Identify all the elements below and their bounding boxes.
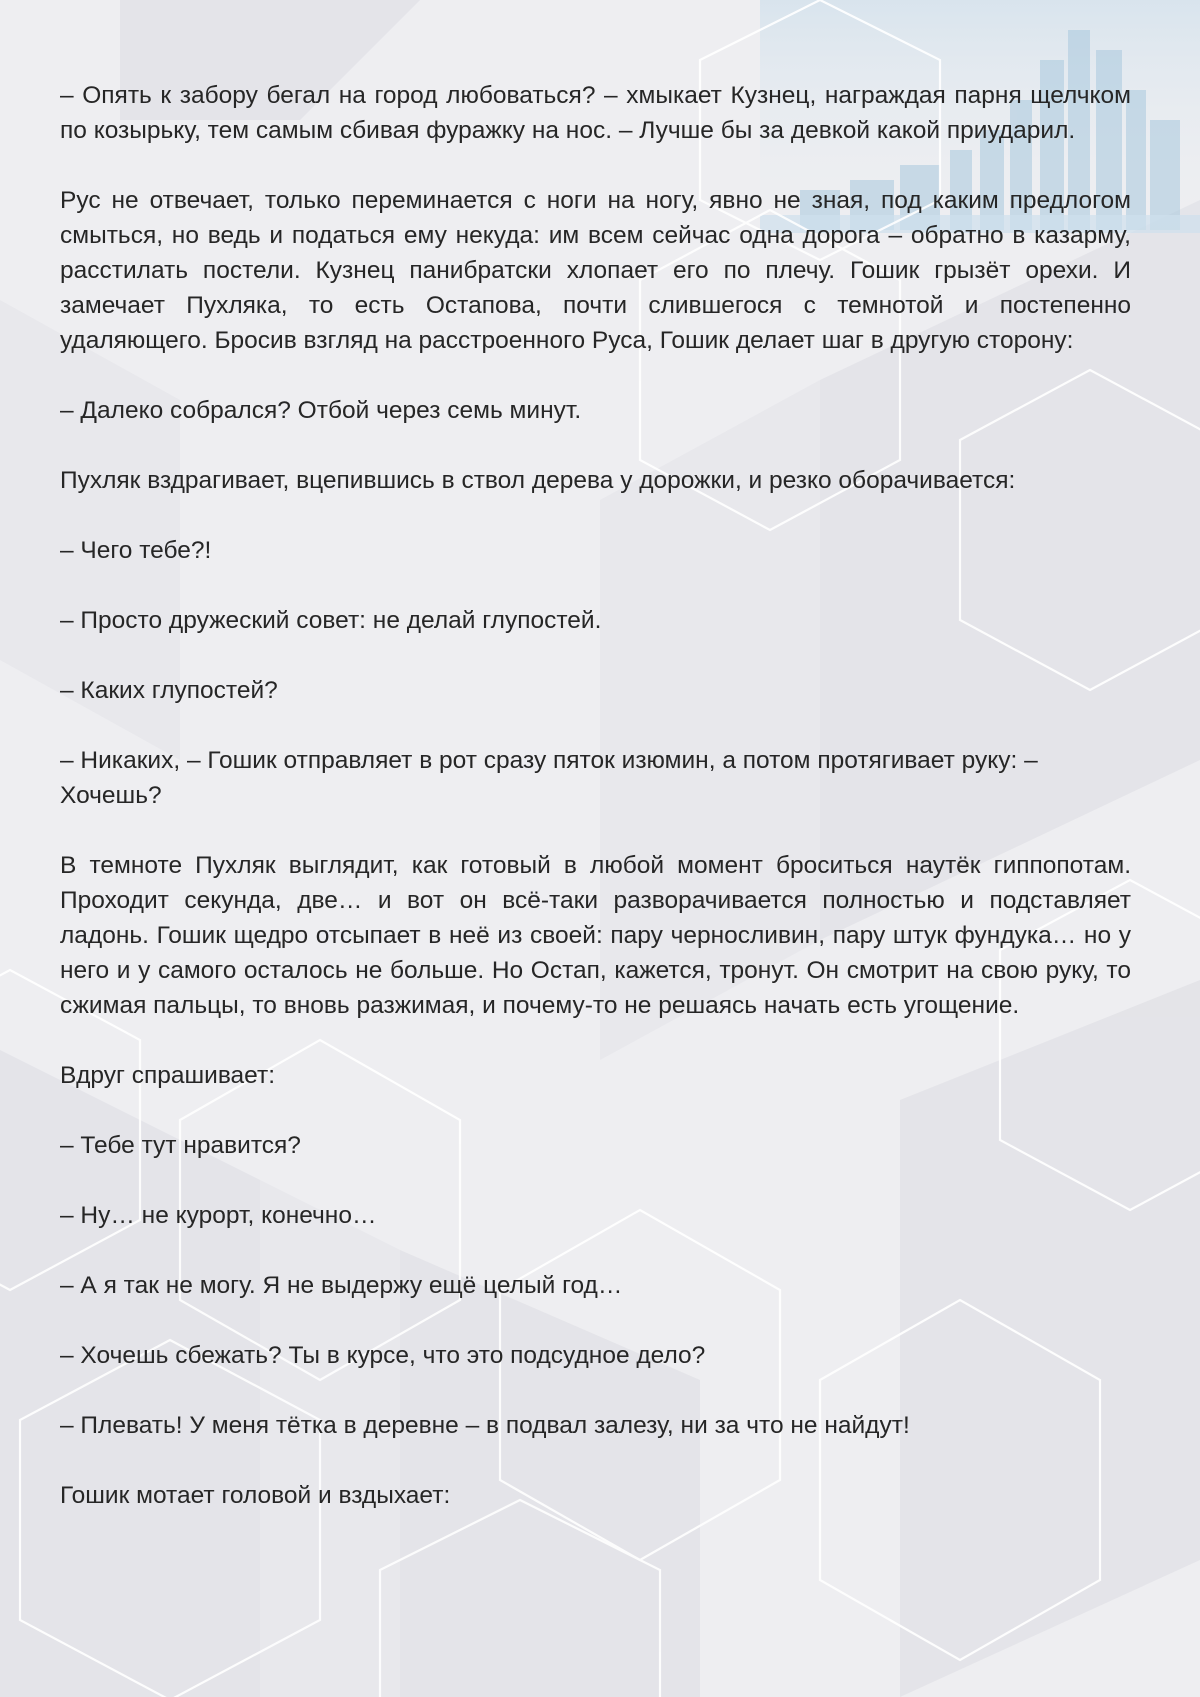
paragraph-5: – Чего тебе?! [60,537,212,564]
paragraph-8: – Никаких, – Гошик отправляет в рот сразу пяток изюмин, а потом протягивает руку: – Хочешь? [60,747,1038,809]
paragraph-9: В темноте Пухляк выглядит, как готовый в любой момент броситься наутёк гиппопотам. Проходит секунда, две… и вот он всё-таки разворачивается полностью и подставляет ладонь. Гошик щедро отсыпает в неё из своей: пару черносливин, пару штук фундука… но у него и у самого осталось не больше. Но Остап, кажется, тронут. Он смотрит на свою руку, то сжимая пальцы, то вновь разжимая, и почему-то не решаясь начать есть угощение. [60,852,1131,1019]
paragraph-10: Вдруг спрашивает: [60,1062,276,1089]
paragraph-14: – Хочешь сбежать? Ты в курсе, что это подсудное дело? [60,1342,706,1369]
paragraph-6: – Просто дружеский совет: не делай глупостей. [60,607,602,634]
paragraph-4: Пухляк вздрагивает, вцепившись в ствол дерева у дорожки, и резко оборачивается: [60,467,1016,494]
paragraph-16: Гошик мотает головой и вздыхает: [60,1482,451,1509]
paragraph-2: Рус не отвечает, только переминается с ноги на ногу, явно не зная, под каким предлогом смыться, но ведь и податься ему некуда: им всем сейчас одна дорога – обратно в казарму, расстилать постели. Кузнец панибратски хлопает его по плечу. Гошик грызёт орехи. И замечает Пухляка, то есть Остапова, почти слившегося с темнотой и постепенно удаляющего. Бросив взгляд на расстроенного Руса, Гошик делает шаг в другую сторону: [60,187,1131,354]
paragraph-11: – Тебе тут нравится? [60,1132,301,1159]
paragraph-3: – Далеко собрался? Отбой через семь минут. [60,397,582,424]
paragraph-1: – Опять к забору бегал на город любоваться? – хмыкает Кузнец, награждая парня щелчком по козырьку, тем самым сбивая фуражку на нос. – Лучше бы за девкой какой приударил. [60,82,1131,144]
paragraph-7: – Каких глупостей? [60,677,278,704]
paragraph-15: – Плевать! У меня тётка в деревне – в подвал залезу, ни за что не найдут! [60,1412,910,1439]
paragraph-13: – А я так не могу. Я не выдержу ещё целый год… [60,1272,623,1299]
story-text [60,78,1131,1548]
paragraph-12: – Ну… не курорт, конечно… [60,1202,377,1229]
